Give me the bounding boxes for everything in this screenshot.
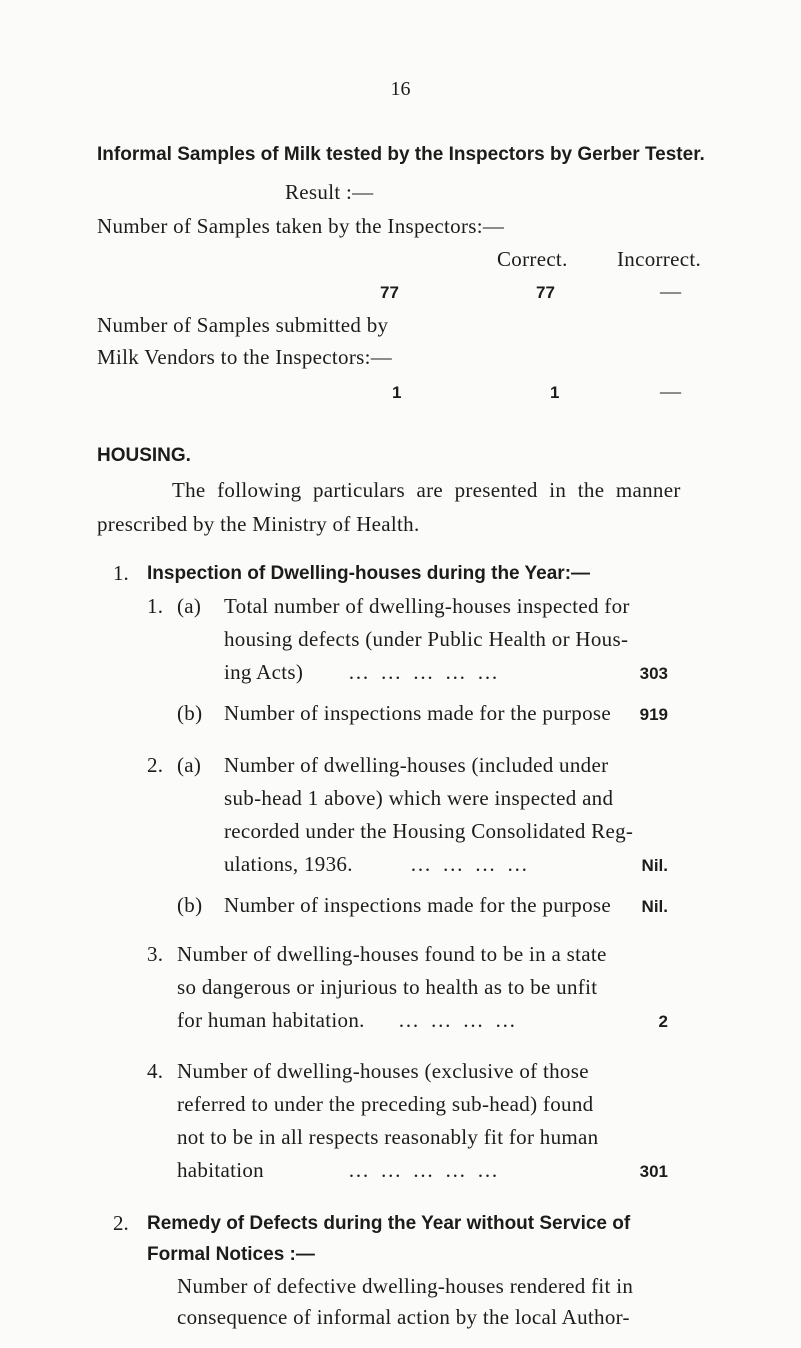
item-2b-letter: (b)	[177, 893, 203, 917]
leader-dots: … … … …	[398, 1008, 519, 1032]
housing-intro-line2: prescribed by the Ministry of Health.	[97, 512, 420, 536]
page-number: 16	[390, 78, 411, 100]
section-2-line2: consequence of informal action by the local Author-	[177, 1305, 630, 1329]
section-2-number: 2.	[113, 1211, 129, 1235]
section-1-title: Inspection of Dwelling-houses during the Year:—	[147, 563, 591, 584]
section-2-line1: Number of defective dwelling-houses rendered fit in	[177, 1274, 634, 1298]
vendors-incorrect: —	[660, 379, 682, 403]
vendors-label-line1: Number of Samples submitted by	[97, 313, 389, 337]
item-1a-line3: ing Acts)	[224, 660, 304, 684]
item-3-number: 3.	[147, 942, 164, 966]
item-1a-line1: Total number of dwelling-houses inspected for	[224, 594, 630, 618]
item-4-line2: referred to under the preceding sub-head) found	[177, 1092, 594, 1116]
item-1b-value: 919	[639, 705, 668, 724]
vendors-label-line2: Milk Vendors to the Inspectors:—	[97, 345, 393, 369]
item-3-line1: Number of dwelling-houses found to be in a state	[177, 942, 607, 966]
vendors-correct: 1	[550, 383, 560, 402]
item-1a-letter: (a)	[177, 594, 202, 618]
item-3-line3: for human habitation.	[177, 1008, 365, 1032]
item-2a-line2: sub-head 1 above) which were inspected and	[224, 786, 614, 810]
item-3-line2: so dangerous or injurious to health as to be unfit	[177, 975, 598, 999]
item-4-line1: Number of dwelling-houses (exclusive of those	[177, 1059, 589, 1083]
item-2a-line1: Number of dwelling-houses (included under	[224, 753, 609, 777]
inspectors-label: Number of Samples taken by the Inspectors:—	[97, 214, 505, 238]
item-2a-line4: ulations, 1936.	[224, 852, 353, 876]
vendors-total: 1	[392, 383, 402, 402]
item-2a-value: Nil.	[641, 856, 668, 875]
housing-heading: HOUSING.	[97, 445, 191, 466]
inspectors-total: 77	[380, 283, 399, 302]
item-1a-value: 303	[639, 664, 668, 683]
item-1b-text: Number of inspections made for the purpose	[224, 701, 612, 725]
item-1a-line2: housing defects (under Public Health or Hous-	[224, 627, 629, 651]
item-3-value: 2	[658, 1012, 668, 1031]
item-4-line3: not to be in all respects reasonably fit for human	[177, 1125, 599, 1149]
item-4-number: 4.	[147, 1059, 164, 1083]
item-2b-value: Nil.	[641, 897, 668, 916]
item-4-line4: habitation	[177, 1158, 264, 1182]
milk-title: Informal Samples of Milk tested by the Inspectors by Gerber Tester.	[97, 144, 705, 165]
leader-dots: … … … …	[410, 852, 531, 876]
item-1b-letter: (b)	[177, 701, 203, 725]
inspectors-incorrect: —	[660, 279, 682, 303]
item-4-value: 301	[639, 1162, 668, 1181]
col-incorrect: Incorrect.	[617, 247, 702, 271]
housing-intro-line1: The following particulars are presented in the manner	[172, 478, 681, 502]
section-1-number: 1.	[113, 561, 129, 585]
col-correct: Correct.	[497, 247, 568, 271]
item-2a-line3: recorded under the Housing Consolidated Reg-	[224, 819, 634, 843]
section-2-title-line1: Remedy of Defects during the Year without Service of	[147, 1213, 631, 1234]
item-2b-text: Number of inspections made for the purpose	[224, 893, 612, 917]
item-1-number: 1.	[147, 594, 164, 618]
leader-dots: … … … … …	[348, 660, 501, 684]
result-label: Result :—	[285, 180, 374, 204]
item-2-number: 2.	[147, 753, 164, 777]
item-2a-letter: (a)	[177, 753, 202, 777]
section-2-title-line2: Formal Notices :—	[147, 1244, 315, 1265]
inspectors-correct: 77	[536, 283, 555, 302]
leader-dots: … … … … …	[348, 1158, 501, 1182]
